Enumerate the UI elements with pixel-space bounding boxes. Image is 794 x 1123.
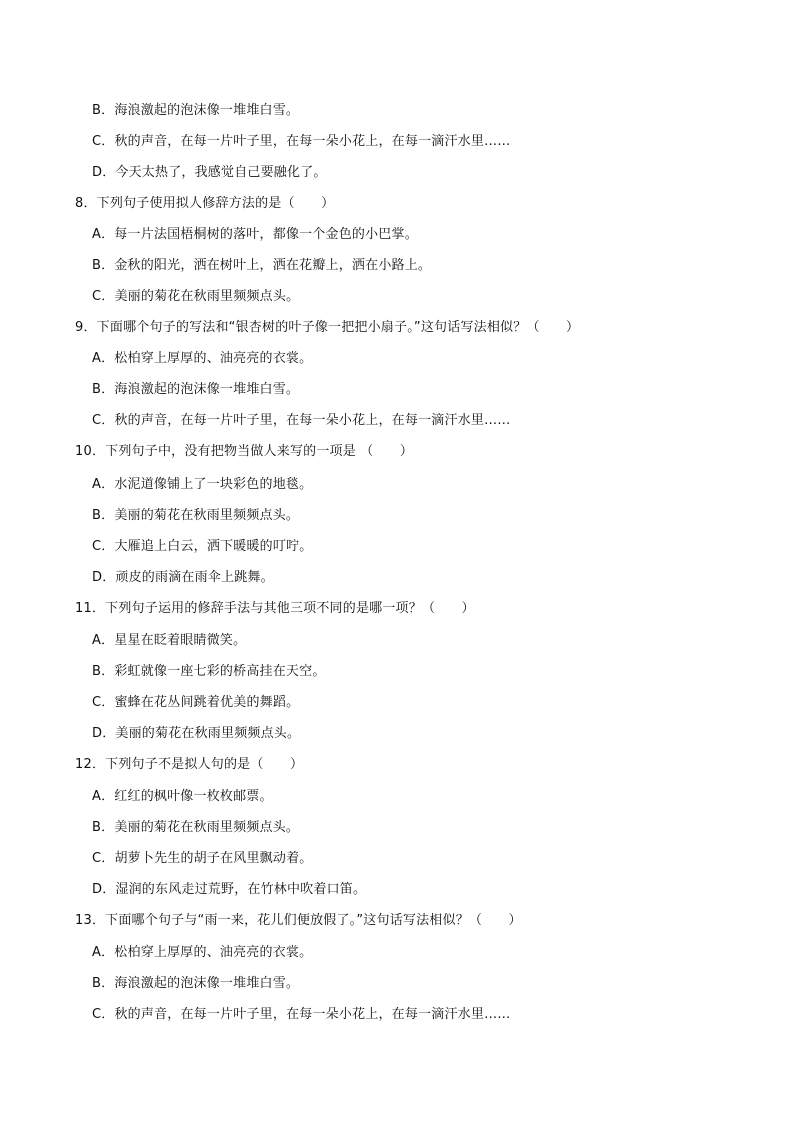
option-line: A．每一片法国梧桐树的落叶，都像一个金色的小巴掌。	[92, 227, 418, 242]
option-line: D．顽皮的雨滴在雨伞上跳舞。	[92, 570, 274, 585]
option-line: C．秋的声音，在每一片叶子里，在每一朵小花上，在每一滴汗水里……	[92, 1007, 511, 1022]
option-line: C．秋的声音，在每一片叶子里，在每一朵小花上，在每一滴汗水里……	[92, 413, 511, 428]
question-line: 10．下列句子中，没有把物当做人来写的一项是 （ ）	[75, 444, 414, 459]
question-line: 13．下面哪个句子与“雨一来，花儿们便放假了。”这句话写法相似？（ ）	[75, 913, 522, 928]
question-line: 9．下面哪个句子的写法和“银杏树的叶子像一把把小扇子。”这句话写法相似？（ ）	[75, 320, 580, 335]
option-line: C．大雁追上白云，洒下暖暖的叮咛。	[92, 539, 313, 554]
option-line: B．彩虹就像一座七彩的桥高挂在天空。	[92, 664, 326, 679]
option-line: C．胡萝卜先生的胡子在风里飘动着。	[92, 851, 313, 866]
option-line: B．美丽的菊花在秋雨里频频点头。	[92, 508, 300, 523]
option-line: A．松柏穿上厚厚的、油亮亮的衣裳。	[92, 351, 313, 366]
option-line: C．秋的声音，在每一片叶子里，在每一朵小花上，在每一滴汗水里……	[92, 134, 511, 149]
option-line: B．海浪激起的泡沫像一堆堆白雪。	[92, 103, 300, 118]
option-line: D．美丽的菊花在秋雨里频频点头。	[92, 726, 301, 741]
question-line: 8．下列句子使用拟人修辞方法的是（ ）	[75, 196, 335, 211]
option-line: B．海浪激起的泡沫像一堆堆白雪。	[92, 382, 300, 397]
option-line: A．红红的枫叶像一枚枚邮票。	[92, 789, 273, 804]
option-line: A．星星在眨着眼睛微笑。	[92, 633, 247, 648]
option-line: D．湿润的东风走过荒野，在竹林中吹着口笛。	[92, 882, 367, 897]
option-line: C．蜜蜂在花丛间跳着优美的舞蹈。	[92, 695, 300, 710]
option-line: A．松柏穿上厚厚的、油亮亮的衣裳。	[92, 945, 313, 960]
option-line: D．今天太热了，我感觉自己要融化了。	[92, 165, 327, 180]
option-line: B．美丽的菊花在秋雨里频频点头。	[92, 820, 300, 835]
option-line: B．海浪激起的泡沫像一堆堆白雪。	[92, 976, 300, 991]
option-line: A．水泥道像铺上了一块彩色的地毯。	[92, 477, 313, 492]
question-line: 12．下列句子不是拟人句的是（ ）	[75, 757, 304, 772]
option-line: B．金秋的阳光，洒在树叶上，洒在花瓣上，洒在小路上。	[92, 258, 432, 273]
option-line: C．美丽的菊花在秋雨里频频点头。	[92, 289, 300, 304]
question-line: 11．下列句子运用的修辞手法与其他三项不同的是哪一项？（ ）	[75, 601, 475, 616]
